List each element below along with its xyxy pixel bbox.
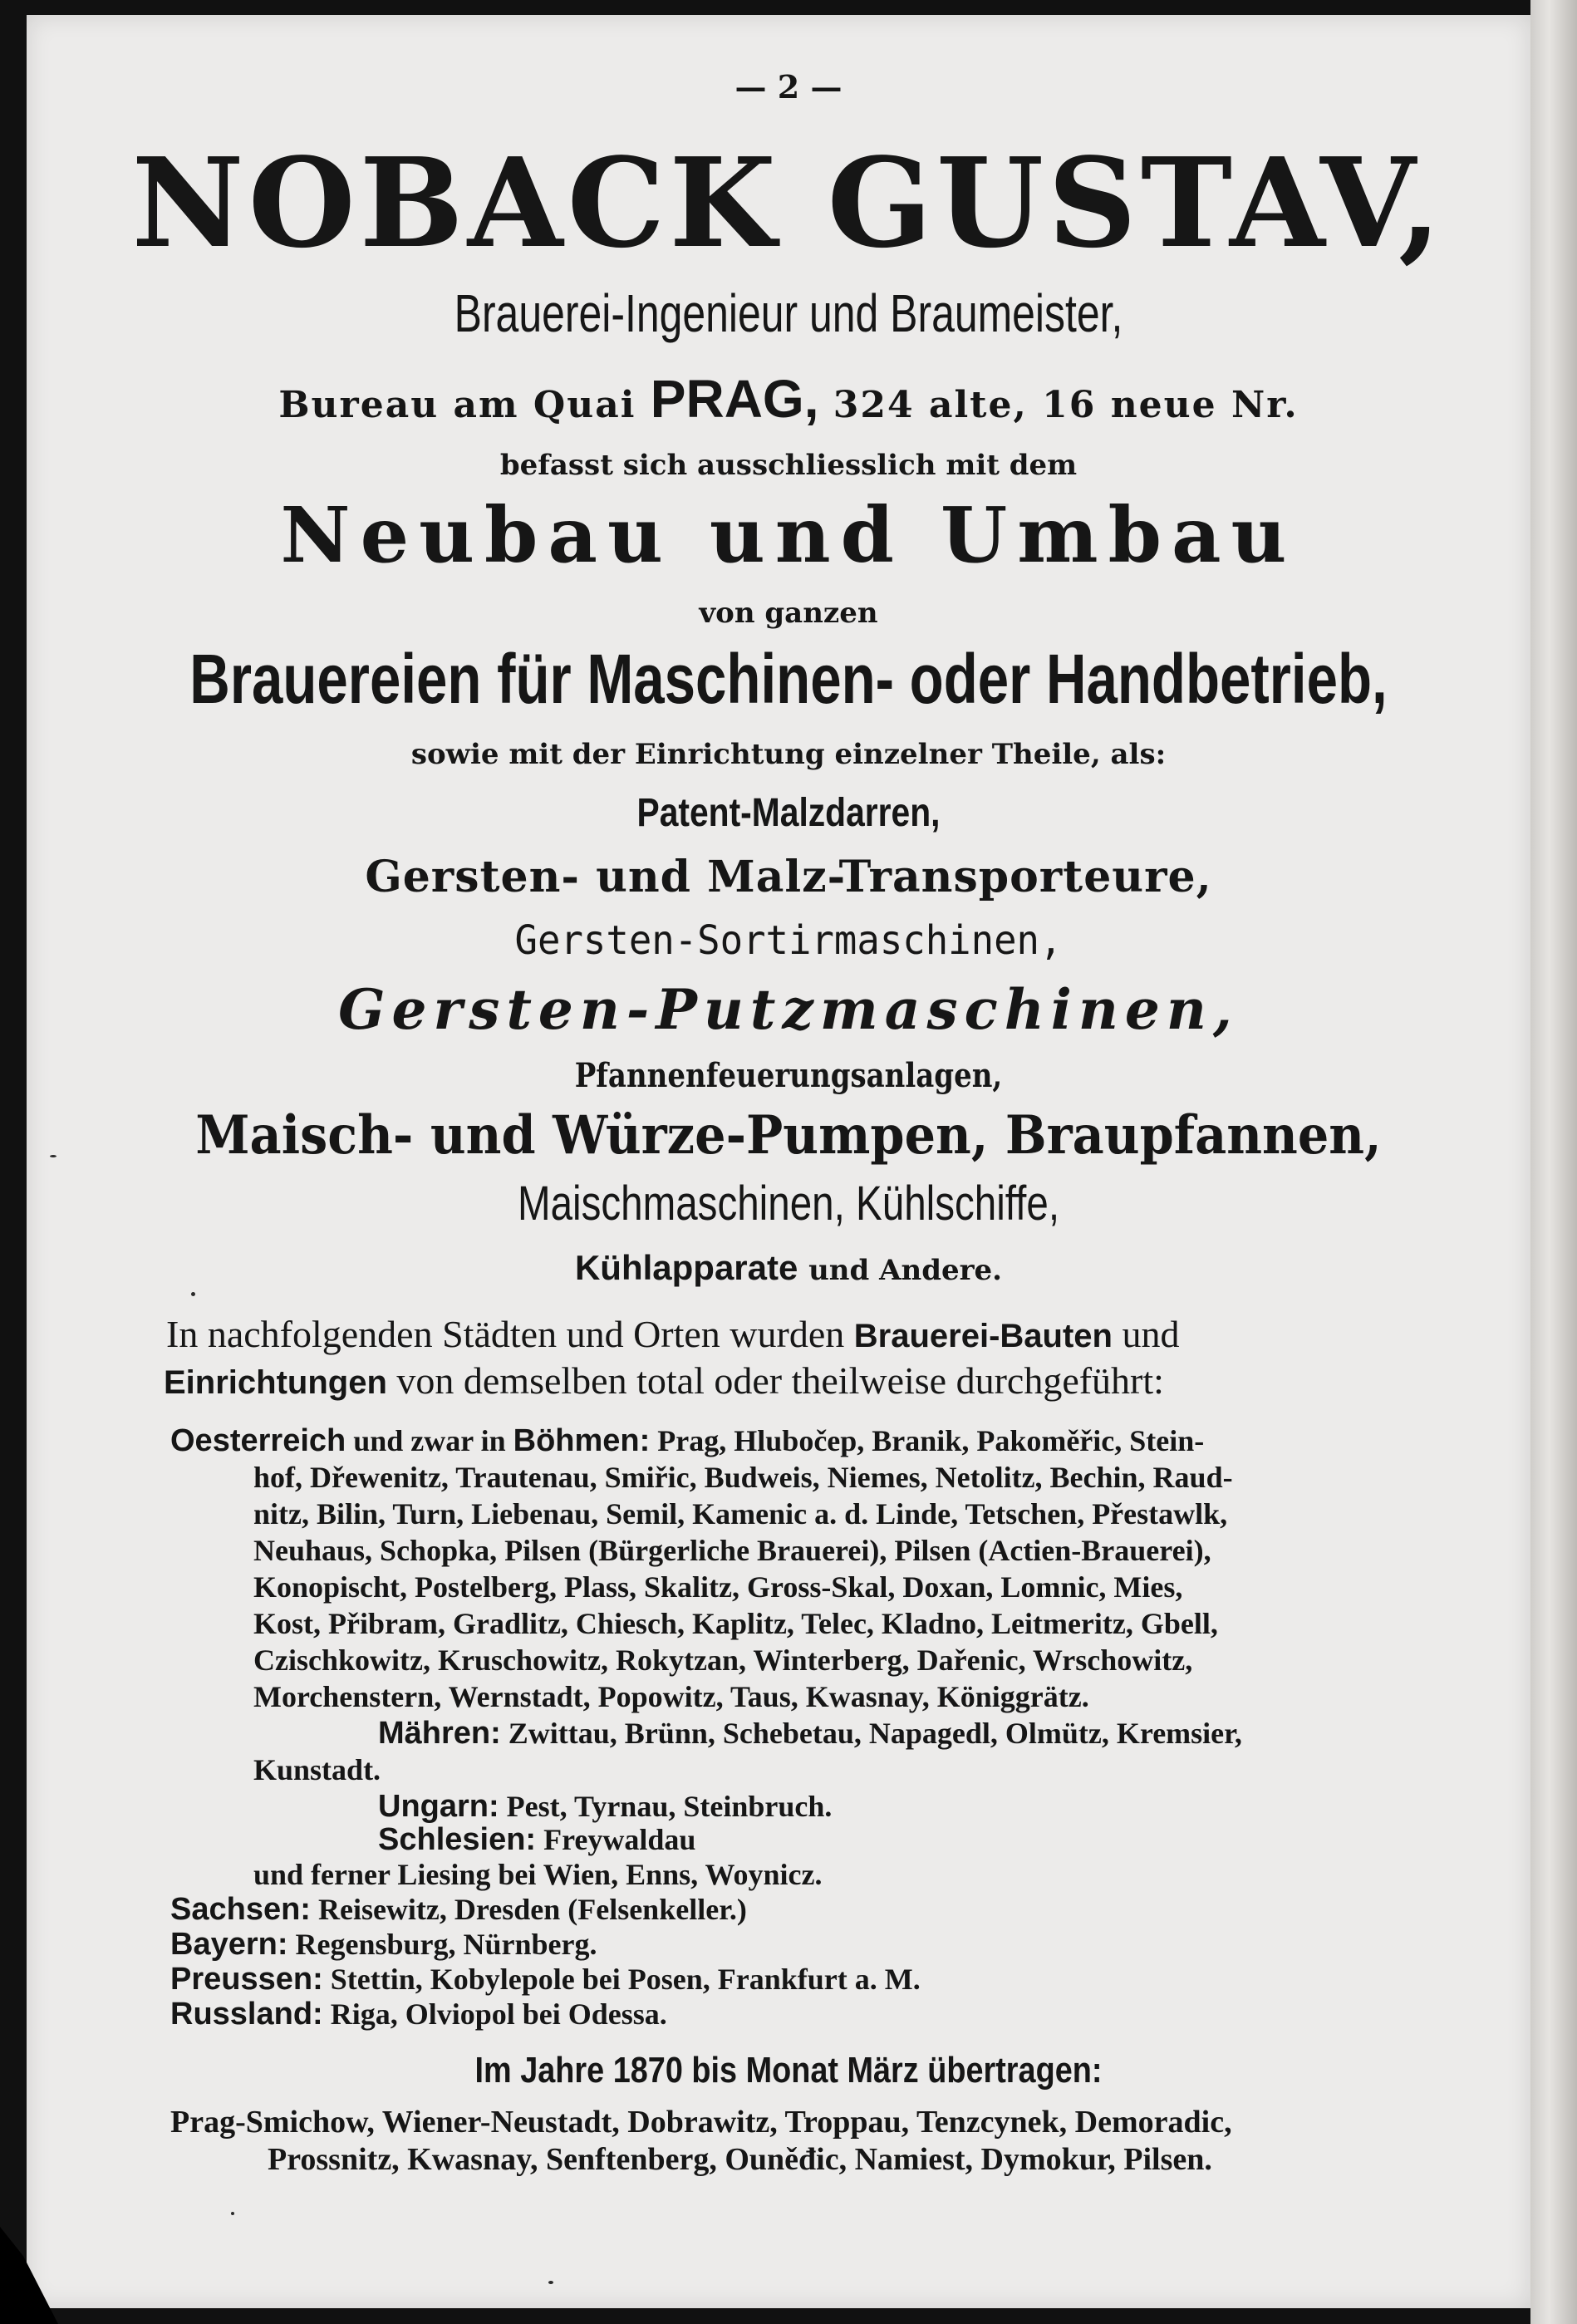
ungarn-label: Ungarn: — [378, 1789, 499, 1824]
schlesien-places: Freywaldau — [543, 1823, 696, 1856]
boehmen-line: Kost, Přibram, Gradlitz, Chiesch, Kaplitz, Telec, Kladno, Leitmeritz, Gbell, — [253, 1607, 1218, 1640]
year-heading: Im Jahre 1870 bis Monat März übertragen: — [474, 2050, 1103, 2091]
bureau-address — [0, 369, 1577, 429]
paragraph-post: und — [1122, 1313, 1180, 1355]
subtitle: Brauerei-Ingenieur und Braumeister, — [454, 283, 1123, 343]
scan-speck — [548, 2281, 553, 2284]
boehmen-line: Czischkowitz, Kruschowitz, Rokytzan, Winterberg, Dařenic, Wrschowitz, — [253, 1644, 1193, 1677]
boehmen-line: Prag, Hlubočep, Branik, Pakoměřic, Stein- — [657, 1424, 1205, 1457]
next-page-edge — [1530, 0, 1577, 2324]
item-maischmaschinen: Maischmaschinen, Kühlschiffe, — [517, 1177, 1060, 1231]
page-number: — 2 — — [734, 68, 843, 106]
location-line — [170, 1422, 1204, 1459]
maehren-label: Mähren: — [378, 1716, 501, 1751]
bureau-post: 324 alte, 16 neue Nr. — [833, 384, 1299, 426]
bureau-pre: Bureau am Quai — [278, 384, 636, 426]
item-kuhlapparate — [0, 1250, 1577, 1285]
boehmen-line: hof, Dřewenitz, Trautenau, Smiřic, Budweis, Niemes, Netolitz, Bechin, Raud- — [253, 1461, 1233, 1494]
paragraph-bold-2: Einrichtungen — [164, 1364, 387, 1401]
kuhl-rest: und Andere. — [808, 1254, 1003, 1287]
breweries-heading: Brauereien für Maschinen- oder Handbetrieb, — [189, 640, 1388, 718]
bayern-places: Regensburg, Nürnberg. — [295, 1928, 597, 1961]
paragraph-pre: In nachfolgenden Städten und Orten wurden — [166, 1313, 845, 1355]
oesterreich-label: Oesterreich — [170, 1423, 346, 1458]
preussen-places: Stettin, Kobylepole bei Posen, Frankfurt a. M. — [330, 1963, 921, 1996]
russland-line — [170, 1996, 667, 2032]
item-pfannen: Pfannenfeuerungsanlagen, — [574, 1056, 1003, 1095]
boehmen-line: nitz, Bilin, Turn, Liebenau, Semil, Kamenic a. d. Linde, Tetschen, Přestawlk, — [253, 1497, 1228, 1530]
boehmen-intro: und zwar in — [353, 1424, 506, 1457]
year-line-2: Prossnitz, Kwasnay, Senftenberg, Ouněđic, Namiest, Dymokur, Pilsen. — [268, 2142, 1212, 2177]
russland-places: Riga, Olviopol bei Odessa. — [330, 1997, 667, 2031]
boehmen-line: Konopischt, Postelberg, Plass, Skalitz, Gross-Skal, Doxan, Lomnic, Mies, — [253, 1570, 1183, 1604]
ungarn-line — [378, 1788, 832, 1825]
boehmen-line: Morchenstern, Wernstadt, Popowitz, Taus, Kwasnay, Königgrätz. — [253, 1680, 1089, 1713]
boehmen-line: Neuhaus, Schopka, Pilsen (Bürgerliche Brauerei), Pilsen (Actien-Brauerei), — [253, 1534, 1211, 1567]
item-sortir: Gersten-Sortirmaschinen, — [514, 917, 1063, 964]
sachsen-line — [170, 1891, 747, 1928]
ferner-line: und ferner Liesing bei Wien, Enns, Woynicz. — [253, 1858, 823, 1891]
paragraph-line-2 — [164, 1358, 1164, 1406]
item-pumpen: Maisch- und Würze-Pumpen, Braupfannen, — [195, 1104, 1382, 1167]
item-patent: Patent-Malzdarren, — [636, 791, 941, 835]
kuhl-bold: Kühlapparate — [574, 1248, 798, 1287]
headline: Neubau und Umbau — [280, 490, 1297, 580]
paragraph-rest: von demselben total oder theilweise durchgeführt: — [396, 1359, 1164, 1402]
sachsen-places: Reisewitz, Dresden (Felsenkeller.) — [317, 1893, 747, 1926]
bayern-label: Bayern: — [170, 1927, 288, 1962]
maehren-line-2: Kunstadt. — [253, 1753, 381, 1786]
intro-line: befasst sich ausschliesslich mit dem — [499, 449, 1078, 482]
page-title: NOBACK GUSTAV, — [131, 130, 1446, 275]
scan-speck — [50, 1155, 56, 1157]
ungarn-places: Pest, Tyrnau, Steinbruch. — [506, 1790, 833, 1823]
maehren-line — [378, 1715, 1242, 1752]
preussen-line — [170, 1961, 921, 1997]
sachsen-label: Sachsen: — [170, 1892, 311, 1927]
boehmen-label: Böhmen: — [513, 1423, 651, 1458]
preussen-label: Preussen: — [170, 1962, 323, 1997]
item-putz: Gersten-Putzmaschinen, — [338, 977, 1239, 1042]
paragraph-line-1 — [166, 1311, 1496, 1359]
paragraph-bold: Brauerei-Bauten — [853, 1318, 1113, 1354]
sowie-line: sowie mit der Einrichtung einzelner Theile, als: — [410, 738, 1167, 771]
scan-speck — [231, 2212, 234, 2215]
maehren-places: Zwittau, Brünn, Schebetau, Napagedl, Olmütz, Kremsier, — [508, 1717, 1242, 1750]
item-transport: Gersten- und Malz-Transporteure, — [365, 852, 1212, 902]
scan-speck — [191, 1292, 195, 1296]
intro-paragraph — [164, 1311, 1496, 1402]
bayern-line — [170, 1926, 597, 1963]
von-ganzen: von ganzen — [699, 597, 878, 630]
schlesien-line — [378, 1821, 695, 1858]
schlesien-label: Schlesien: — [378, 1822, 537, 1857]
bureau-city: PRAG, — [650, 369, 819, 429]
russland-label: Russland: — [170, 1997, 323, 2032]
year-line-1: Prag-Smichow, Wiener-Neustadt, Dobrawitz, Troppau, Tenzcynek, Demoradic, — [170, 2105, 1232, 2140]
